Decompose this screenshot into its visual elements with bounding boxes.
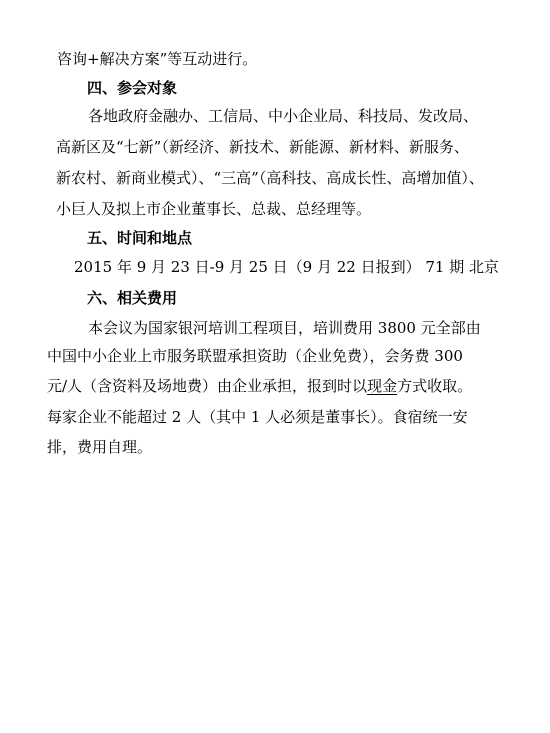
- consult-line: 咨询+解决方案”等互动进行。: [57, 50, 258, 68]
- section-5-heading: 五、时间和地点: [87, 229, 193, 247]
- section-6-line-3: [47, 376, 472, 396]
- section-6-line-1: 本会议为国家银河培训工程项目，培训费用 3800 元全部由: [88, 319, 481, 337]
- section-4-line-3: 新农村、新商业模式）、“三高”（高科技、高成长性、高增加值）、: [56, 169, 484, 187]
- section-6-line-5: 排，费用自理。: [47, 438, 153, 456]
- section-4-line-2: 高新区及“七新”（新经济、新技术、新能源、新材料、新服务、: [56, 138, 469, 156]
- section-4-heading: 四、参会对象: [87, 79, 178, 97]
- section-6-heading: 六、相关费用: [87, 289, 178, 307]
- section-6-line-2: 中国中小企业上市服务联盟承担资助（企业免费），会务费 300: [47, 347, 463, 365]
- section-4-line-1: 各地政府金融办、工信局、中小企业局、科技局、发改局、: [88, 107, 479, 125]
- section-6-line-3-end: 方式收取。: [397, 377, 473, 395]
- section-4-line-4: 小巨人及拟上市企业董事长、总裁、总经理等。: [56, 200, 372, 218]
- cash-underlined-text: 现金: [367, 377, 398, 395]
- section-5-line-1: 2015 年 9 月 23 日-9 月 25 日（9 月 22 日报到） 71 期 北京: [74, 258, 499, 276]
- section-6-line-3-start: 元/人（含资料及场地费）由企业承担，报到时以: [47, 377, 368, 395]
- section-6-line-4: 每家企业不能超过 2 人（其中 1 人必须是董事长）。食宿统一安: [47, 408, 468, 426]
